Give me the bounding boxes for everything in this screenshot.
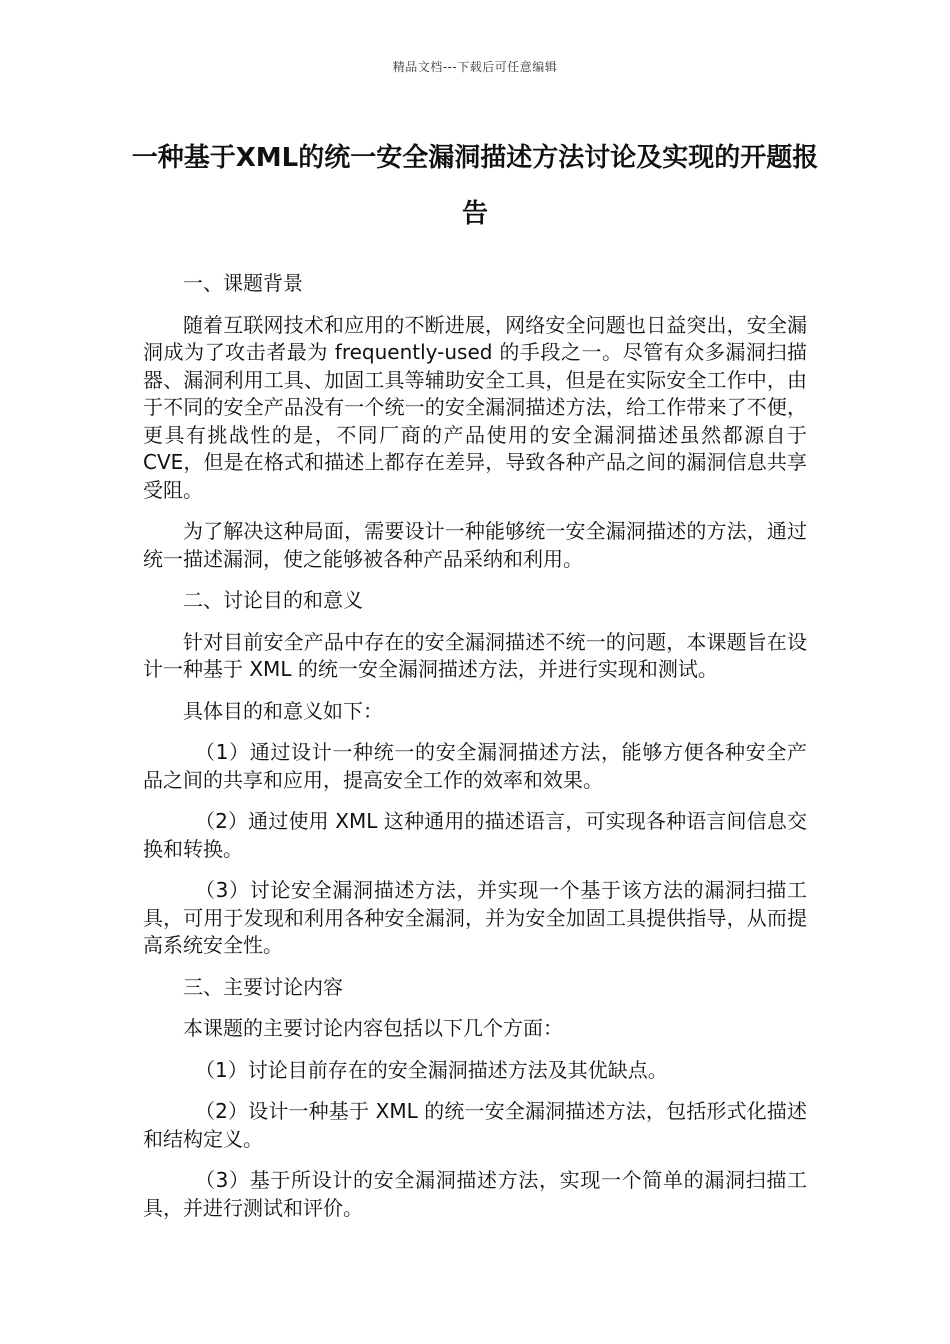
section-heading-purpose: 二、讨论目的和意义 — [183, 588, 363, 612]
header-note: 精品文档---下载后可任意编辑 — [392, 60, 558, 74]
list-item: （2）通过使用 XML 这种通用的描述语言，可实现各种语言间信息交换和转换。 — [143, 809, 807, 861]
paragraph: 针对目前安全产品中存在的安全漏洞描述不统一的问题，本课题旨在设计一种基于 XML 的统一安全漏洞描述方法，并进行实现和测试。 — [143, 629, 807, 681]
document-title: 一种基于XML的统一安全漏洞描述方法讨论及实现的开题报告 — [131, 143, 819, 229]
list-item: （1）讨论目前存在的安全漏洞描述方法及其优缺点。 — [195, 1057, 668, 1082]
paragraph: 为了解决这种局面，需要设计一种能够统一安全漏洞描述的方法，通过统一描述漏洞，使之能够被各种产品采纳和利用。 — [143, 519, 807, 571]
section-heading-background: 一、课题背景 — [183, 271, 303, 295]
paragraph: 本课题的主要讨论内容包括以下几个方面： — [183, 1016, 563, 1040]
paragraph: 随着互联网技术和应用的不断进展，网络安全问题也日益突出，安全漏洞成为了攻击者最为 frequently-used 的手段之一。尽管有众多漏洞扫描器、漏洞利用工具、加固工具等辅助安全工具，但是在实际安全工作中，由于不同的安全产品没有一个统一的安全漏洞描述方法，给工作带来了不便，更具有挑战性的是，不同厂商的产品使用的安全漏洞描述虽然都源自于 CVE，但是在格式和描述上都存在差异，导致各种产品之间的漏洞信息共享受阻。 — [143, 312, 807, 502]
list-item: （2）设计一种基于 XML 的统一安全漏洞描述方法，包括形式化描述和结构定义。 — [143, 1099, 807, 1151]
paragraph: 具体目的和意义如下： — [183, 698, 383, 723]
list-item: （1）通过设计一种统一的安全漏洞描述方法，能够方便各种安全产品之间的共享和应用，提高安全工作的效率和效果。 — [143, 740, 807, 792]
document-body — [143, 270, 807, 1236]
list-item: （3）讨论安全漏洞描述方法，并实现一个基于该方法的漏洞扫描工具，可用于发现和利用各种安全漏洞，并为安全加固工具提供指导，从而提高系统安全性。 — [143, 878, 807, 957]
section-heading-content: 三、主要讨论内容 — [183, 974, 343, 999]
list-item: （3）基于所设计的安全漏洞描述方法，实现一个简单的漏洞扫描工具，并进行测试和评价。 — [143, 1168, 807, 1220]
